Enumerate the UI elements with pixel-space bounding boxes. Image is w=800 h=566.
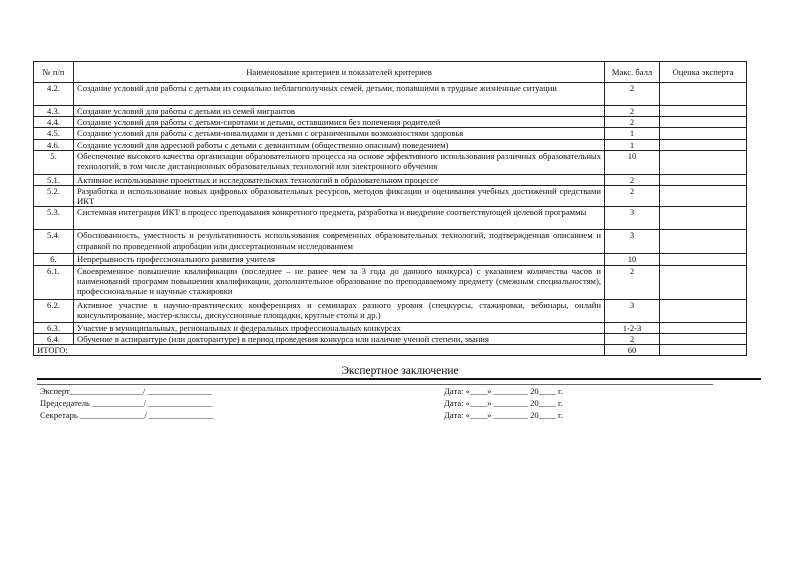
header-expert: Оценка эксперта — [660, 62, 747, 83]
table-row — [34, 139, 747, 150]
row-expert-score[interactable] — [660, 106, 747, 117]
table-row — [34, 333, 747, 344]
row-num: 4.4. — [34, 117, 74, 128]
row-max-score: 10 — [605, 254, 660, 265]
row-expert-score[interactable] — [660, 139, 747, 150]
row-criterion: Создание условий для работы с детьми из семей мигрантов — [74, 106, 605, 117]
row-criterion: Непрерывность профессионального развития учителя — [74, 254, 605, 265]
row-max-score: 2 — [605, 83, 660, 106]
row-criterion: Создание условий для адресной работы с детьми с девиантным (общественно опасным) поведением) — [74, 139, 605, 150]
row-num: 4.6. — [34, 139, 74, 150]
total-label: ИТОГО: — [34, 345, 605, 356]
table-row — [34, 254, 747, 265]
row-num: 5.1. — [34, 174, 74, 185]
row-expert-score[interactable] — [660, 174, 747, 185]
divider-thick — [37, 378, 761, 380]
total-expert-score[interactable] — [660, 345, 747, 356]
row-expert-score[interactable] — [660, 207, 747, 230]
row-expert-score[interactable] — [660, 117, 747, 128]
date-expert[interactable]: Дата: «____» ________ 20____ г. — [444, 386, 563, 396]
row-expert-score[interactable] — [660, 322, 747, 333]
row-expert-score[interactable] — [660, 299, 747, 322]
date-secretary[interactable]: Дата: «____» ________ 20____ г. — [444, 410, 563, 420]
table-row — [34, 174, 747, 185]
row-criterion: Разработка и использование новых цифровых образовательных ресурсов, методов фиксации и оценивания учебных достижений средствами ИКТ — [74, 186, 605, 207]
row-criterion: Обоснованность, уместность и результативность использования современных образовательных технологий, подтвержденная описанием и справкой по проведенной апробации или диссертационным исследованием — [74, 230, 605, 254]
row-expert-score[interactable] — [660, 83, 747, 106]
row-num: 5.2. — [34, 186, 74, 207]
row-max-score: 2 — [605, 174, 660, 185]
row-criterion: Активное участие в научно-практических конференциях и семинарах разного уровня (спецкурсы, стажировки, вебинары, онлайн консультирование, мастер-классы, дискуссионные площадки, круглые столы и др.) — [74, 299, 605, 322]
row-num: 6.4. — [34, 333, 74, 344]
row-num: 5.4. — [34, 230, 74, 254]
total-max: 60 — [605, 345, 660, 356]
row-num: 5. — [34, 150, 74, 174]
row-max-score: 2 — [605, 333, 660, 344]
row-max-score: 3 — [605, 299, 660, 322]
row-num: 6.1. — [34, 265, 74, 299]
table-row — [34, 150, 747, 174]
signature-expert[interactable]: Эксперт_________________/ _______________ — [40, 386, 212, 396]
row-num: 4.5. — [34, 128, 74, 139]
row-num: 6.2. — [34, 299, 74, 322]
row-expert-score[interactable] — [660, 128, 747, 139]
table-row — [34, 186, 747, 207]
row-num: 5.3. — [34, 207, 74, 230]
row-max-score: 1-2-3 — [605, 322, 660, 333]
table-row — [34, 117, 747, 128]
row-expert-score[interactable] — [660, 186, 747, 207]
row-criterion: Участие в муниципальных, региональных и федеральных профессиональных конкурсах — [74, 322, 605, 333]
row-criterion: Активное использование проектных и исследовательских технологий в образовательном процессе — [74, 174, 605, 185]
table-row — [34, 265, 747, 299]
signature-secretary[interactable]: Секретарь _______________/ _______________ — [40, 410, 214, 420]
row-max-score: 1 — [605, 139, 660, 150]
header-name: Наименование критериев и показателей критериев — [74, 62, 605, 83]
signature-chairman[interactable]: Председатель ____________/ _______________ — [40, 398, 213, 408]
row-max-score: 3 — [605, 207, 660, 230]
row-max-score: 2 — [605, 265, 660, 299]
table-row — [34, 106, 747, 117]
row-max-score: 2 — [605, 106, 660, 117]
row-num: 6. — [34, 254, 74, 265]
table-row — [34, 230, 747, 254]
table-row — [34, 207, 747, 230]
row-max-score: 3 — [605, 230, 660, 254]
row-num: 4.3. — [34, 106, 74, 117]
row-max-score: 2 — [605, 186, 660, 207]
table-row — [34, 322, 747, 333]
row-criterion: Создание условий для работы с детьми из социально неблагополучных семей, детьми, попавшими в трудные жизненные ситуации — [74, 83, 605, 106]
divider-line — [37, 384, 713, 385]
row-expert-score[interactable] — [660, 254, 747, 265]
row-criterion: Своевременное повышение квалификации (последнее – не ранее чем за 3 года до данного конкурса) с указанием количества часов и наименований программ повышения квалификации, дополнительное образование по преподаваемому предмету (смежным специальностям), профессиональные и научные стажировки — [74, 265, 605, 299]
row-max-score: 2 — [605, 117, 660, 128]
row-criterion: Обучение в аспирантуре (или докторантуре) в период проведения конкурса или наличие ученой степени, звания — [74, 333, 605, 344]
row-criterion: Создание условий для работы с детьми-сиротами и детьми, оставшимися без попечения родителей — [74, 117, 605, 128]
table-row — [34, 128, 747, 139]
row-max-score: 10 — [605, 150, 660, 174]
header-num: № п/п — [34, 62, 74, 83]
row-expert-score[interactable] — [660, 230, 747, 254]
date-chairman[interactable]: Дата: «____» ________ 20____ г. — [444, 398, 563, 408]
row-num: 4.2. — [34, 83, 74, 106]
row-num: 6.3. — [34, 322, 74, 333]
table-row — [34, 83, 747, 106]
row-expert-score[interactable] — [660, 150, 747, 174]
header-max: Макс. балл — [605, 62, 660, 83]
row-criterion: Создание условий для работы с детьми-инвалидами и детьми с ограниченными возможностями здоровья — [74, 128, 605, 139]
row-criterion: Системная интеграция ИКТ в процесс преподавания конкретного предмета, разработка и внедрение соответствующей целевой программы — [74, 207, 605, 230]
conclusion-title: Экспертное заключение — [341, 365, 459, 377]
row-expert-score[interactable] — [660, 265, 747, 299]
table-row — [34, 299, 747, 322]
row-criterion: Обеспечение высокого качества организации образовательного процесса на основе эффективного использования различных образовательных технологий, в том числе дистанционных образовательных технологий или электронного обучения — [74, 150, 605, 174]
criteria-table — [33, 61, 747, 356]
row-max-score: 1 — [605, 128, 660, 139]
row-expert-score[interactable] — [660, 333, 747, 344]
